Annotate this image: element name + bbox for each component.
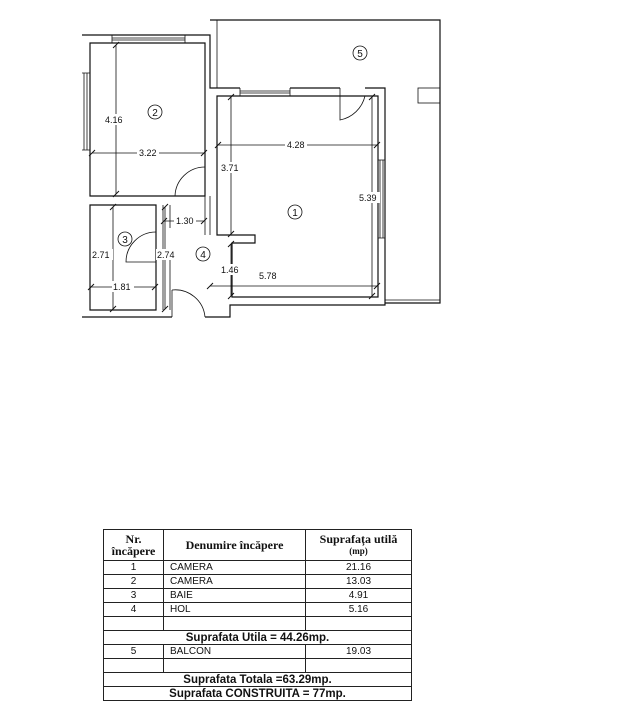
room-number: 5 — [357, 49, 363, 60]
row-area: 19.03 — [306, 645, 412, 659]
dim-label: 3.22 — [139, 148, 157, 158]
row-number: 5 — [104, 645, 164, 659]
row-name: CAMERA — [164, 575, 306, 589]
summary-construita: Suprafata CONSTRUITA = 77mp. — [104, 687, 412, 701]
room-marker-2 — [148, 105, 162, 119]
header-room-number — [104, 530, 164, 561]
room-number: 4 — [200, 250, 206, 261]
row-area: 5.16 — [306, 603, 412, 617]
header-incapere: încăpere — [111, 544, 156, 558]
row-number: 4 — [104, 603, 164, 617]
dim-label: 4.16 — [105, 115, 123, 125]
empty-row — [104, 617, 412, 631]
dim-label: 1.46 — [221, 265, 239, 275]
summary-utila: Suprafata Utila = 44.26mp. — [104, 631, 412, 645]
dim-label: 4.28 — [287, 140, 305, 150]
room-area-table — [103, 529, 412, 701]
row-name: HOL — [164, 603, 306, 617]
table-row — [104, 603, 412, 617]
summary-totala: Suprafata Totala =63.29mp. — [104, 673, 412, 687]
summary-row-construita — [104, 687, 412, 701]
row-number: 2 — [104, 575, 164, 589]
dim-label: 3.71 — [221, 163, 239, 173]
window-room-1 — [240, 88, 290, 96]
window-room-2 — [112, 35, 185, 43]
header-area-label: Suprafața utilă — [319, 532, 398, 546]
row-number: 1 — [104, 561, 164, 575]
summary-row-utila — [104, 631, 412, 645]
dim-label: 5.78 — [259, 271, 277, 281]
balcony-outline — [210, 20, 440, 303]
dimension-labels — [91, 114, 380, 292]
header-usable-area — [306, 530, 412, 561]
header-area-unit: (mp) — [349, 546, 368, 556]
header-room-name: Denumire încăpere — [164, 530, 306, 561]
row-area: 13.03 — [306, 575, 412, 589]
table-header-row — [104, 530, 412, 561]
room-marker-1 — [288, 205, 302, 219]
table-row-balcony — [104, 645, 412, 659]
row-area: 4.91 — [306, 589, 412, 603]
summary-row-totala — [104, 673, 412, 687]
room-number: 2 — [152, 108, 158, 119]
row-name: BAIE — [164, 589, 306, 603]
empty-row — [104, 659, 412, 673]
room-marker-5 — [353, 46, 367, 60]
dim-label: 2.71 — [92, 250, 110, 260]
room-number: 1 — [292, 208, 298, 219]
table-row — [104, 589, 412, 603]
row-name: BALCON — [164, 645, 306, 659]
table-row — [104, 561, 412, 575]
window-room-2-side — [82, 73, 90, 150]
doors — [126, 88, 365, 317]
room-number: 3 — [122, 235, 128, 246]
dim-label: 5.39 — [359, 193, 377, 203]
row-area: 21.16 — [306, 561, 412, 575]
room-marker-4 — [196, 247, 210, 261]
row-name: CAMERA — [164, 561, 306, 575]
dim-label: 2.74 — [157, 250, 175, 260]
table-row — [104, 575, 412, 589]
header-nr: Nr. — [125, 532, 142, 546]
dim-label: 1.30 — [176, 216, 194, 226]
dim-label: 1.81 — [113, 282, 131, 292]
room-marker-3 — [118, 232, 132, 246]
row-number: 3 — [104, 589, 164, 603]
